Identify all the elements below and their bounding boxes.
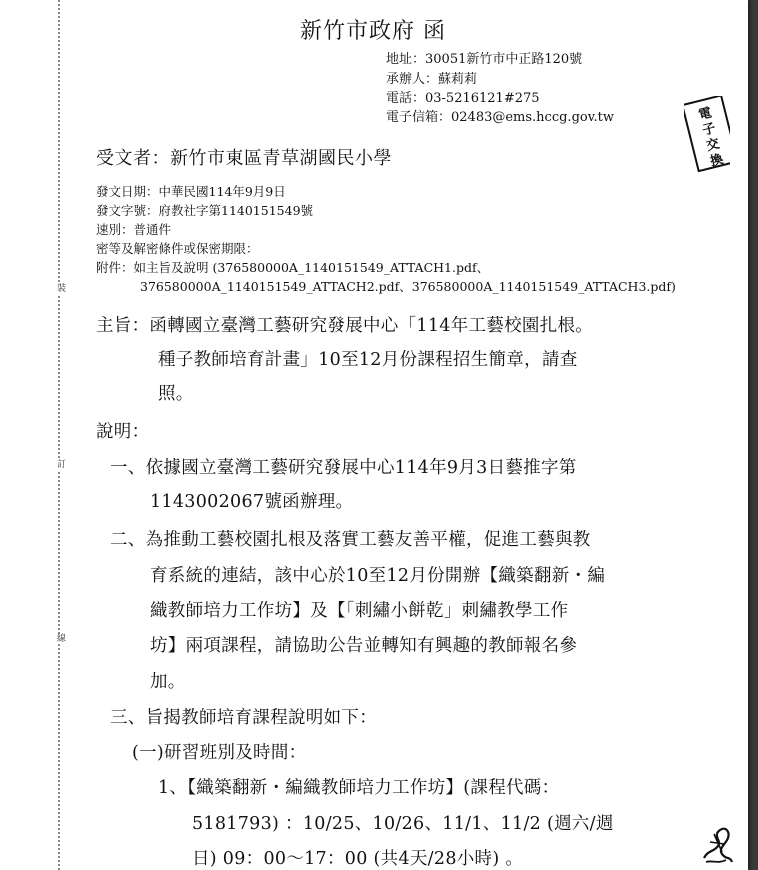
issue-date: 發文日期：中華民國114年9月9日 <box>96 184 286 199</box>
secrecy-level: 密等及解密條件或保密期限： <box>96 241 259 256</box>
sub-item-1: (一)研習班別及時間： <box>132 743 307 763</box>
stamp-char-1: 電 <box>697 105 714 124</box>
course-1-line-3: 日) 09：00～17：00 (共4天/28小時) 。 <box>192 849 524 869</box>
explanation-heading: 說明： <box>96 422 150 442</box>
sender-email: 電子信箱：02483@ems.hccg.gov.tw <box>386 110 615 125</box>
item-3-line-1: 三、旨揭教師培育課程說明如下： <box>110 708 377 728</box>
sender-phone: 電話：03-5216121#275 <box>386 91 540 106</box>
item-2-line-1: 二、為推動工藝校園扎根及落實工藝友善平權，促進工藝與教 <box>110 530 591 550</box>
item-2-line-3: 織教師培力工作坊】及【「刺繡小餅乾」刺繡教學工作 <box>150 601 569 621</box>
binding-mark-xian: 線 <box>57 634 67 644</box>
stamp-char-2: 子 <box>700 121 718 139</box>
course-1-line-1: 1、【織築翻新・編織教師培力工作坊】(課程代碼： <box>158 778 560 798</box>
document-title: 新竹市政府 函 <box>300 19 446 44</box>
subject-line-1: 主旨：函轉國立臺灣工藝研究發展中心「114年工藝校園扎根。 <box>96 316 594 336</box>
electronic-exchange-stamp <box>684 96 730 172</box>
binding-mark-ding: 訂 <box>57 460 67 470</box>
item-1-line-2: 1143002067號函辦理。 <box>150 492 354 512</box>
attachments-line-2: 376580000A_1140151549_ATTACH2.pdf、376580000A_1140151549_ATTACH3.pdf) <box>140 279 676 294</box>
recipient: 受文者：新竹市東區青草湖國民小學 <box>96 148 392 169</box>
sender-address: 地址：30051新竹市中正路120號 <box>386 52 583 67</box>
stamp-char-3: 交 <box>704 136 722 155</box>
item-2-line-4: 坊】兩項課程，請協助公告並轉知有興趣的教師報名參 <box>150 636 578 656</box>
attachments-line-1: 附件：如主旨及說明 (376580000A_1140151549_ATTACH1.pdf、 <box>96 260 490 275</box>
subject-line-2: 種子教師培育計畫」10至12月份課程招生簡章，請查 <box>158 350 578 370</box>
sender-contact: 承辦人：蘇莉莉 <box>386 72 478 87</box>
item-2-line-2: 育系統的連結，該中心於10至12月份開辦【織築翻新・編 <box>150 566 606 586</box>
document-number: 發文字號：府教社字第1140151549號 <box>96 203 314 218</box>
subject-line-3: 照。 <box>158 384 194 404</box>
item-2-line-5: 加。 <box>150 672 186 692</box>
item-1-line-1: 一、依據國立臺灣工藝研究發展中心114年9月3日藝推字第 <box>110 458 577 478</box>
delivery-speed: 速別：普通件 <box>96 222 172 237</box>
binding-line <box>58 0 60 870</box>
binding-mark-zhuang: 裝 <box>57 284 67 294</box>
course-1-line-2: 5181793) ：10/25、10/26、11/1、11/2 (週六/週 <box>192 814 614 834</box>
stamp-char-4: 換 <box>708 152 725 170</box>
handwritten-initial-mark <box>700 822 734 866</box>
